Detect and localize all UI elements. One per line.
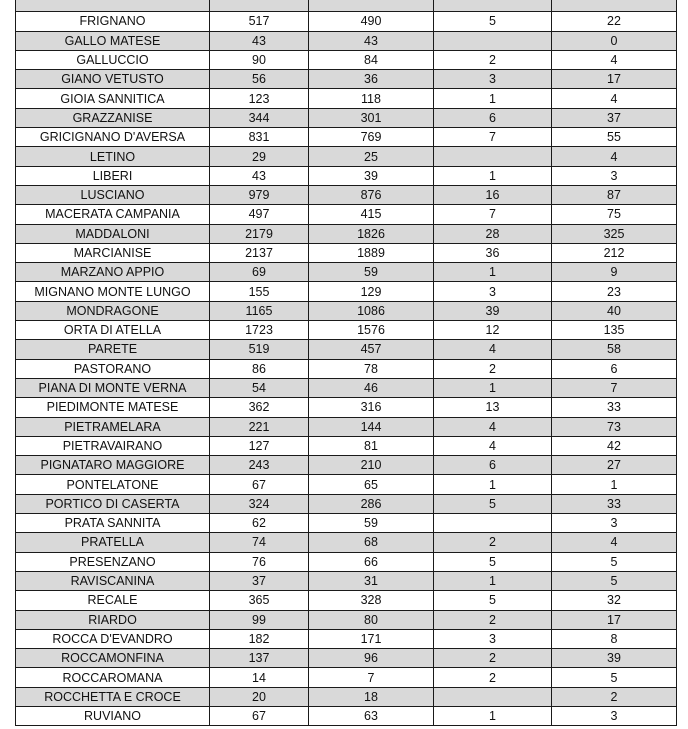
col4-cell: 7	[552, 378, 677, 397]
comune-cell: PASTORANO	[16, 359, 210, 378]
col2-cell: 210	[309, 456, 434, 475]
col2-cell: 68	[309, 533, 434, 552]
col2-cell: 144	[309, 417, 434, 436]
col2-cell: 171	[309, 629, 434, 648]
col2-cell: 46	[309, 378, 434, 397]
col4-cell: 73	[552, 417, 677, 436]
total-cell: 76	[210, 552, 309, 571]
comune-cell: GRICIGNANO D'AVERSA	[16, 128, 210, 147]
col3-cell: 5	[434, 494, 552, 513]
comune-cell: PRATELLA	[16, 533, 210, 552]
table-row	[16, 610, 677, 629]
total-cell: 99	[210, 610, 309, 629]
col4-cell: 22	[552, 12, 677, 31]
col4-cell: 5	[552, 571, 677, 590]
col2-cell: 59	[309, 514, 434, 533]
col3-cell: 1	[434, 706, 552, 725]
col4-cell: 40	[552, 301, 677, 320]
col4-cell: 4	[552, 533, 677, 552]
municipality-data-table	[15, 0, 677, 726]
comune-cell: RECALE	[16, 591, 210, 610]
col4-cell: 87	[552, 185, 677, 204]
col2-cell: 66	[309, 552, 434, 571]
table-row	[16, 668, 677, 687]
table-row	[16, 649, 677, 668]
total-cell: 1165	[210, 301, 309, 320]
total-cell: 519	[210, 340, 309, 359]
table-row	[16, 185, 677, 204]
col2-cell: 876	[309, 185, 434, 204]
table-body	[16, 0, 677, 726]
total-cell: 29	[210, 147, 309, 166]
col4-cell: 75	[552, 205, 677, 224]
comune-cell: LUSCIANO	[16, 185, 210, 204]
col3-cell: 2	[434, 533, 552, 552]
col3-cell: 2	[434, 668, 552, 687]
col3-cell: 4	[434, 417, 552, 436]
col3-cell: 5	[434, 591, 552, 610]
col3-cell: 2	[434, 610, 552, 629]
col3-cell: 13	[434, 398, 552, 417]
total-cell	[210, 0, 309, 12]
col3-cell	[434, 687, 552, 706]
col4-cell: 58	[552, 340, 677, 359]
col3-cell: 3	[434, 629, 552, 648]
table-row	[16, 417, 677, 436]
total-cell: 155	[210, 282, 309, 301]
comune-cell: ROCCAMONFINA	[16, 649, 210, 668]
comune-cell: MADDALONI	[16, 224, 210, 243]
table-row	[16, 301, 677, 320]
total-cell: 497	[210, 205, 309, 224]
col2-cell: 18	[309, 687, 434, 706]
col3-cell: 2	[434, 359, 552, 378]
total-cell: 86	[210, 359, 309, 378]
col3-cell: 1	[434, 263, 552, 282]
col4-cell: 1	[552, 475, 677, 494]
table-row	[16, 166, 677, 185]
col4-cell: 42	[552, 436, 677, 455]
table-row	[16, 629, 677, 648]
comune-cell: MONDRAGONE	[16, 301, 210, 320]
comune-cell: ORTA DI ATELLA	[16, 321, 210, 340]
col2-cell: 59	[309, 263, 434, 282]
col4-cell: 27	[552, 456, 677, 475]
col2-cell: 118	[309, 89, 434, 108]
col3-cell: 6	[434, 456, 552, 475]
col4-cell: 5	[552, 552, 677, 571]
col3-cell: 1	[434, 89, 552, 108]
col2-cell: 490	[309, 12, 434, 31]
total-cell: 14	[210, 668, 309, 687]
col4-cell: 17	[552, 70, 677, 89]
col4-cell: 0	[552, 31, 677, 50]
col4-cell: 3	[552, 166, 677, 185]
comune-cell: PORTICO DI CASERTA	[16, 494, 210, 513]
total-cell: 67	[210, 706, 309, 725]
total-cell: 344	[210, 108, 309, 127]
comune-cell: ROCCAROMANA	[16, 668, 210, 687]
table-row	[16, 147, 677, 166]
col4-cell: 8	[552, 629, 677, 648]
total-cell: 54	[210, 378, 309, 397]
col2-cell: 769	[309, 128, 434, 147]
table-row	[16, 128, 677, 147]
col4-cell: 55	[552, 128, 677, 147]
col3-cell	[434, 514, 552, 533]
comune-cell: RUVIANO	[16, 706, 210, 725]
col2-cell: 80	[309, 610, 434, 629]
col2-cell: 96	[309, 649, 434, 668]
comune-cell: MARCIANISE	[16, 243, 210, 262]
total-cell: 123	[210, 89, 309, 108]
comune-cell: PIETRAMELARA	[16, 417, 210, 436]
col3-cell: 1	[434, 571, 552, 590]
comune-cell: MARZANO APPIO	[16, 263, 210, 282]
total-cell: 831	[210, 128, 309, 147]
col2-cell: 301	[309, 108, 434, 127]
total-cell: 221	[210, 417, 309, 436]
table-row	[16, 50, 677, 69]
col3-cell: 7	[434, 205, 552, 224]
col3-cell: 7	[434, 128, 552, 147]
col4-cell: 135	[552, 321, 677, 340]
col2-cell: 286	[309, 494, 434, 513]
col3-cell: 3	[434, 70, 552, 89]
col2-cell: 81	[309, 436, 434, 455]
col3-cell: 1	[434, 475, 552, 494]
col3-cell: 36	[434, 243, 552, 262]
col3-cell: 39	[434, 301, 552, 320]
table-row	[16, 31, 677, 50]
comune-cell: RAVISCANINA	[16, 571, 210, 590]
total-cell: 137	[210, 649, 309, 668]
table-row	[16, 706, 677, 725]
col2-cell: 316	[309, 398, 434, 417]
table-row	[16, 282, 677, 301]
col3-cell: 5	[434, 12, 552, 31]
comune-cell: GALLUCCIO	[16, 50, 210, 69]
col2-cell: 65	[309, 475, 434, 494]
col3-cell: 4	[434, 436, 552, 455]
total-cell: 1723	[210, 321, 309, 340]
table-row	[16, 108, 677, 127]
total-cell: 2137	[210, 243, 309, 262]
total-cell: 74	[210, 533, 309, 552]
col2-cell: 1086	[309, 301, 434, 320]
total-cell: 20	[210, 687, 309, 706]
comune-cell: MIGNANO MONTE LUNGO	[16, 282, 210, 301]
comune-cell: PARETE	[16, 340, 210, 359]
col2-cell: 1889	[309, 243, 434, 262]
col3-cell: 6	[434, 108, 552, 127]
total-cell: 365	[210, 591, 309, 610]
col2-cell: 84	[309, 50, 434, 69]
col4-cell: 39	[552, 649, 677, 668]
col2-cell: 36	[309, 70, 434, 89]
table-row	[16, 378, 677, 397]
col3-cell: 28	[434, 224, 552, 243]
total-cell: 37	[210, 571, 309, 590]
total-cell: 43	[210, 166, 309, 185]
table-row	[16, 591, 677, 610]
col3-cell: 1	[434, 378, 552, 397]
table-row	[16, 398, 677, 417]
col2-cell: 7	[309, 668, 434, 687]
col2-cell: 39	[309, 166, 434, 185]
col4-cell: 17	[552, 610, 677, 629]
comune-cell: PONTELATONE	[16, 475, 210, 494]
comune-cell: PIGNATARO MAGGIORE	[16, 456, 210, 475]
table-row	[16, 514, 677, 533]
col4-cell: 325	[552, 224, 677, 243]
col4-cell: 212	[552, 243, 677, 262]
col4-cell: 9	[552, 263, 677, 282]
total-cell: 62	[210, 514, 309, 533]
table-row	[16, 552, 677, 571]
col4-cell: 4	[552, 147, 677, 166]
comune-cell: PRESENZANO	[16, 552, 210, 571]
col4-cell	[552, 0, 677, 12]
total-cell: 56	[210, 70, 309, 89]
total-cell: 43	[210, 31, 309, 50]
col2-cell: 1576	[309, 321, 434, 340]
col2-cell: 328	[309, 591, 434, 610]
col4-cell: 4	[552, 50, 677, 69]
comune-cell: GRAZZANISE	[16, 108, 210, 127]
col2-cell: 63	[309, 706, 434, 725]
col2-cell: 457	[309, 340, 434, 359]
col2-cell: 415	[309, 205, 434, 224]
comune-cell: PIEDIMONTE MATESE	[16, 398, 210, 417]
col3-cell: 5	[434, 552, 552, 571]
col3-cell: 3	[434, 282, 552, 301]
table-row	[16, 224, 677, 243]
total-cell: 2179	[210, 224, 309, 243]
col4-cell: 6	[552, 359, 677, 378]
col3-cell: 4	[434, 340, 552, 359]
col3-cell	[434, 0, 552, 12]
total-cell: 243	[210, 456, 309, 475]
col4-cell: 4	[552, 89, 677, 108]
col3-cell: 1	[434, 166, 552, 185]
comune-cell: GIANO VETUSTO	[16, 70, 210, 89]
total-cell: 517	[210, 12, 309, 31]
col4-cell: 37	[552, 108, 677, 127]
comune-cell: LIBERI	[16, 166, 210, 185]
comune-cell: RIARDO	[16, 610, 210, 629]
col4-cell: 2	[552, 687, 677, 706]
total-cell: 182	[210, 629, 309, 648]
total-cell: 324	[210, 494, 309, 513]
total-cell: 127	[210, 436, 309, 455]
table-row	[16, 687, 677, 706]
table-row	[16, 0, 677, 12]
col2-cell: 25	[309, 147, 434, 166]
table-row	[16, 70, 677, 89]
col3-cell	[434, 31, 552, 50]
total-cell: 67	[210, 475, 309, 494]
table-row	[16, 263, 677, 282]
table-row	[16, 494, 677, 513]
table-row	[16, 359, 677, 378]
table-row	[16, 205, 677, 224]
table-row	[16, 321, 677, 340]
col3-cell: 12	[434, 321, 552, 340]
table-row	[16, 533, 677, 552]
comune-cell: GIOIA SANNITICA	[16, 89, 210, 108]
comune-cell: MACERATA CAMPANIA	[16, 205, 210, 224]
col4-cell: 33	[552, 398, 677, 417]
table-row	[16, 571, 677, 590]
comune-cell: PRATA SANNITA	[16, 514, 210, 533]
table-row	[16, 340, 677, 359]
col2-cell: 78	[309, 359, 434, 378]
comune-cell	[16, 0, 210, 12]
col4-cell: 23	[552, 282, 677, 301]
comune-cell: LETINO	[16, 147, 210, 166]
col4-cell: 3	[552, 514, 677, 533]
table-row	[16, 475, 677, 494]
table-row	[16, 456, 677, 475]
col4-cell: 33	[552, 494, 677, 513]
col4-cell: 3	[552, 706, 677, 725]
col3-cell	[434, 147, 552, 166]
col4-cell: 32	[552, 591, 677, 610]
total-cell: 69	[210, 263, 309, 282]
comune-cell: GALLO MATESE	[16, 31, 210, 50]
col3-cell: 2	[434, 649, 552, 668]
total-cell: 362	[210, 398, 309, 417]
col3-cell: 2	[434, 50, 552, 69]
comune-cell: ROCCA D'EVANDRO	[16, 629, 210, 648]
col4-cell: 5	[552, 668, 677, 687]
table-row	[16, 243, 677, 262]
comune-cell: PIETRAVAIRANO	[16, 436, 210, 455]
table-row	[16, 89, 677, 108]
col2-cell: 1826	[309, 224, 434, 243]
col2-cell	[309, 0, 434, 12]
total-cell: 979	[210, 185, 309, 204]
col2-cell: 129	[309, 282, 434, 301]
table-row	[16, 436, 677, 455]
comune-cell: ROCCHETTA E CROCE	[16, 687, 210, 706]
col2-cell: 31	[309, 571, 434, 590]
comune-cell: PIANA DI MONTE VERNA	[16, 378, 210, 397]
col3-cell: 16	[434, 185, 552, 204]
col2-cell: 43	[309, 31, 434, 50]
total-cell: 90	[210, 50, 309, 69]
comune-cell: FRIGNANO	[16, 12, 210, 31]
table-row	[16, 12, 677, 31]
